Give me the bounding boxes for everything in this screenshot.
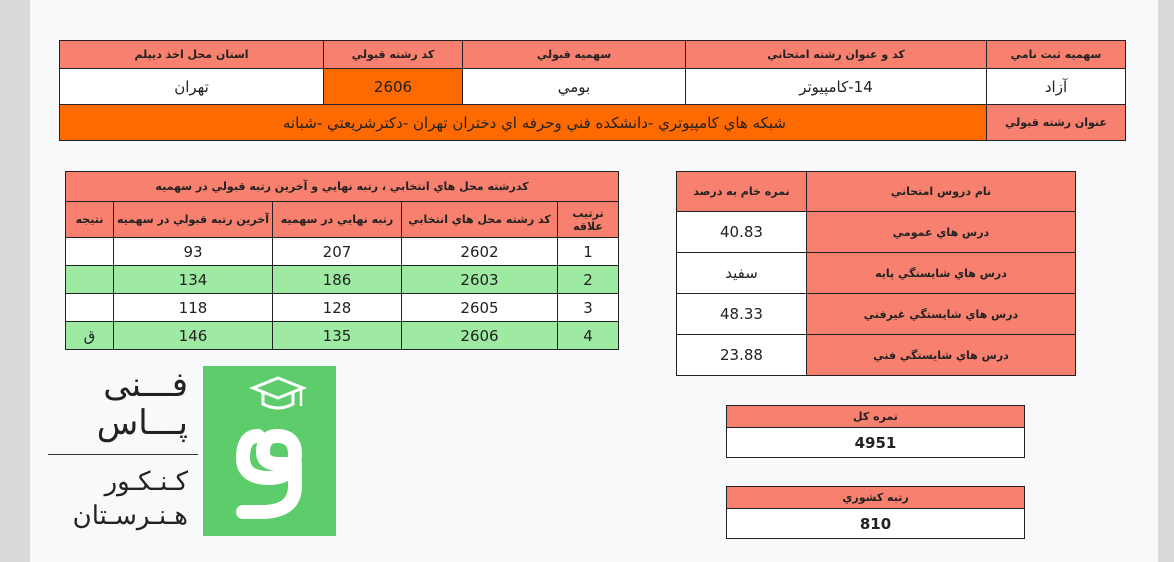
col-result: نتيجه — [66, 202, 114, 238]
total-value: 4951 — [727, 428, 1025, 458]
quota-value: آزاد — [987, 69, 1126, 105]
total-label: نمره کل — [727, 406, 1025, 428]
logo-divider — [48, 454, 198, 455]
row-last-rank: 146 — [114, 322, 273, 350]
row-result — [66, 266, 114, 294]
graduation-cap-icon — [203, 366, 336, 536]
col-course-name: نام دروس امتحاني — [807, 172, 1076, 212]
choices-table — [65, 171, 619, 350]
course-name: درس هاي شايستگي پايه — [807, 253, 1076, 294]
row-result — [66, 238, 114, 266]
province-label: استان محل اخذ ديپلم — [60, 41, 324, 69]
admission-code-value: 2606 — [324, 69, 463, 105]
course-name: درس هاي شايستگي فني — [807, 335, 1076, 376]
rank-value: 810 — [727, 509, 1025, 539]
national-rank-table — [726, 486, 1025, 539]
table-row — [677, 294, 1076, 335]
course-score: 23.88 — [677, 335, 807, 376]
logo-line-3: کـنـکـور — [104, 467, 188, 497]
course-score: 48.33 — [677, 294, 807, 335]
row-code: 2605 — [402, 294, 558, 322]
row-last-rank: 134 — [114, 266, 273, 294]
admission-title-value: شبکه هاي کامپيوتري -دانشکده فني وحرفه اي دختران تهران -دکترشريعتي -شبانه — [60, 105, 987, 141]
course-name: درس هاي عمومي — [807, 212, 1076, 253]
col-score: نمره خام به درصد — [677, 172, 807, 212]
total-score-table — [726, 405, 1025, 458]
logo-text — [48, 366, 198, 536]
admission-title-label: عنوان رشته قبولي — [987, 105, 1126, 141]
admission-quota-label: سهميه قبولي — [463, 41, 686, 69]
header-table — [59, 40, 1126, 141]
quota-label: سهميه ثبت نامي — [987, 41, 1126, 69]
row-last-rank: 118 — [114, 294, 273, 322]
row-code: 2606 — [402, 322, 558, 350]
row-result: ق — [66, 322, 114, 350]
row-result — [66, 294, 114, 322]
logo-line-1: فـــنی — [103, 365, 188, 405]
table-row — [677, 212, 1076, 253]
row-final-rank: 135 — [273, 322, 402, 350]
table-row — [677, 335, 1076, 376]
col-code: کد رشته محل هاي انتخابي — [402, 202, 558, 238]
rank-label: رتبه کشوري — [727, 487, 1025, 509]
admission-code-label: کد رشته قبولي — [324, 41, 463, 69]
row-order: 1 — [558, 238, 619, 266]
field-code-label: کد و عنوان رشته امتحاني — [686, 41, 987, 69]
province-value: تهران — [60, 69, 324, 105]
field-code-value: 14-کامپيوتر — [686, 69, 987, 105]
course-score: سفيد — [677, 253, 807, 294]
logo-mark — [203, 366, 336, 536]
row-order: 4 — [558, 322, 619, 350]
row-final-rank: 186 — [273, 266, 402, 294]
row-final-rank: 128 — [273, 294, 402, 322]
table-row — [66, 322, 619, 350]
course-score: 40.83 — [677, 212, 807, 253]
table-row — [66, 294, 619, 322]
col-order: ترتيب علاقه — [558, 202, 619, 238]
row-code: 2602 — [402, 238, 558, 266]
row-final-rank: 207 — [273, 238, 402, 266]
row-order: 2 — [558, 266, 619, 294]
choices-title: کدرشته محل هاي انتخابي ، رتبه نهايي و آخرين رتبه قبولي در سهميه — [66, 172, 619, 202]
row-order: 3 — [558, 294, 619, 322]
table-row — [66, 266, 619, 294]
row-last-rank: 93 — [114, 238, 273, 266]
scores-table — [676, 171, 1076, 376]
course-name: درس هاي شايستگي غيرفني — [807, 294, 1076, 335]
col-final-rank: رتبه نهايي در سهميه — [273, 202, 402, 238]
admission-quota-value: بومي — [463, 69, 686, 105]
logo-line-4: هـنـرسـتان — [72, 501, 188, 531]
table-row — [677, 253, 1076, 294]
col-last-rank: آخرين رتبه قبولي در سهميه — [114, 202, 273, 238]
row-code: 2603 — [402, 266, 558, 294]
table-row — [66, 238, 619, 266]
logo-line-2: پـــاس — [96, 403, 188, 443]
